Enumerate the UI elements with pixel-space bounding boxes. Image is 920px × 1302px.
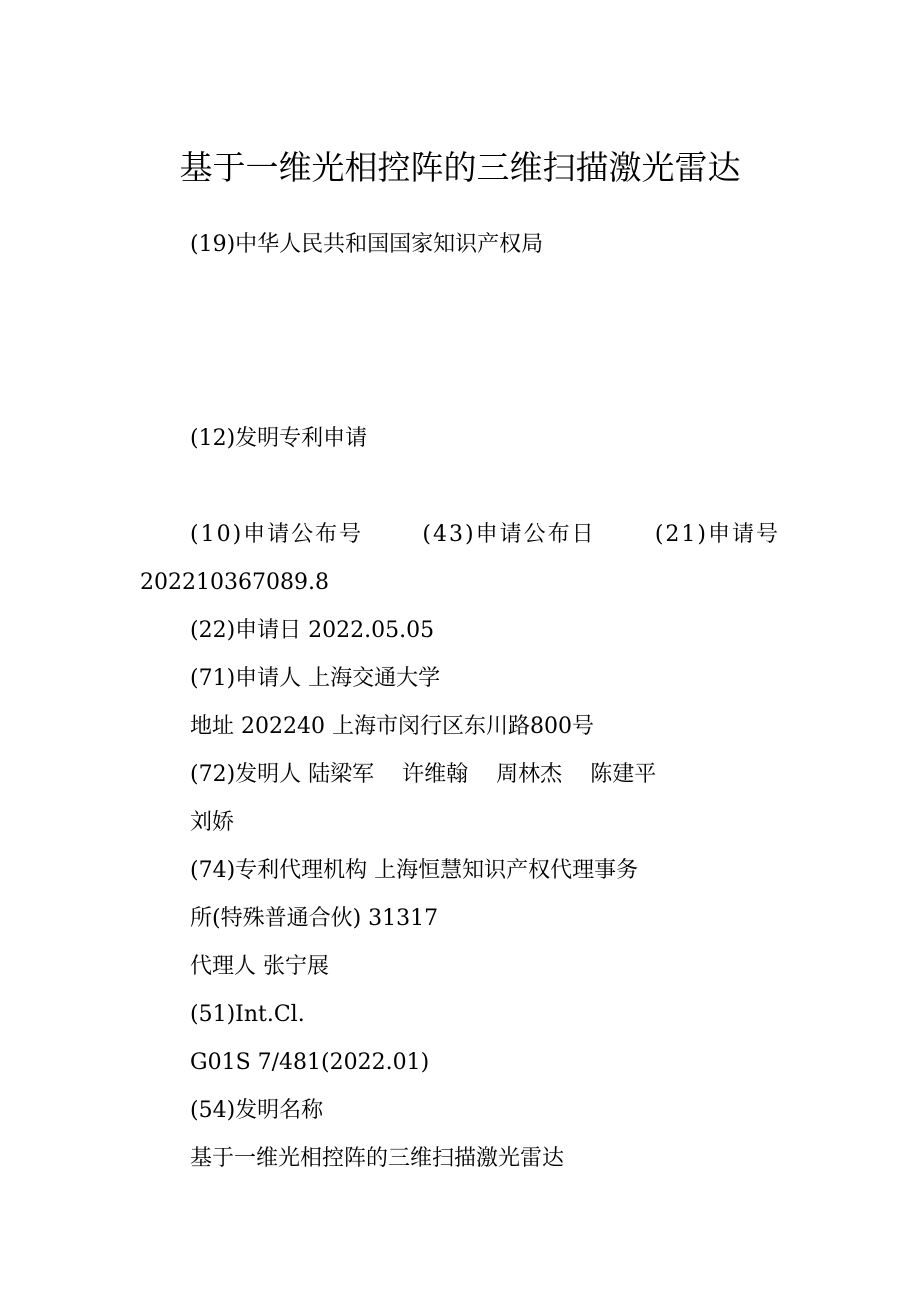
publication-date-label: (43)申请公布日: [422, 522, 596, 547]
issuing-office: (19)中华人民共和国国家知识产权局: [190, 232, 544, 257]
inventors: [190, 761, 656, 789]
application-number-label: (21)申请号: [654, 522, 780, 547]
inventor-name: 刘娇: [190, 810, 235, 835]
publication-number-row: [190, 521, 780, 549]
patent-agency-line2: 所(特殊普通合伙) 31317: [190, 906, 439, 931]
publication-number-label: (10)申请公布号: [190, 522, 364, 547]
inventor-name: 许维翰: [402, 762, 469, 787]
invention-name: 基于一维光相控阵的三维扫描激光雷达: [190, 1146, 565, 1171]
page-title: 基于一维光相控阵的三维扫描激光雷达: [179, 148, 741, 187]
application-number: 202210367089.8: [140, 570, 329, 595]
invention-name-label: (54)发明名称: [190, 1098, 324, 1123]
patent-agency-line1: (74)专利代理机构 上海恒慧知识产权代理事务: [190, 858, 639, 883]
inventor-name: 陈建平: [590, 762, 657, 787]
patent-agent: 代理人 张宁展: [190, 954, 329, 979]
document-type: (12)发明专利申请: [190, 426, 368, 451]
applicant-address: 地址 202240 上海市闵行区东川路800号: [190, 714, 594, 739]
inventors-label: (72)发明人 陆梁军: [190, 762, 375, 787]
applicant: (71)申请人 上海交通大学: [190, 666, 441, 691]
application-date: (22)申请日 2022.05.05: [190, 618, 435, 643]
inventor-name: 周林杰: [496, 762, 563, 787]
int-cl-label: (51)Int.Cl.: [190, 1002, 305, 1027]
int-cl-value: G01S 7/481(2022.01): [190, 1050, 430, 1075]
